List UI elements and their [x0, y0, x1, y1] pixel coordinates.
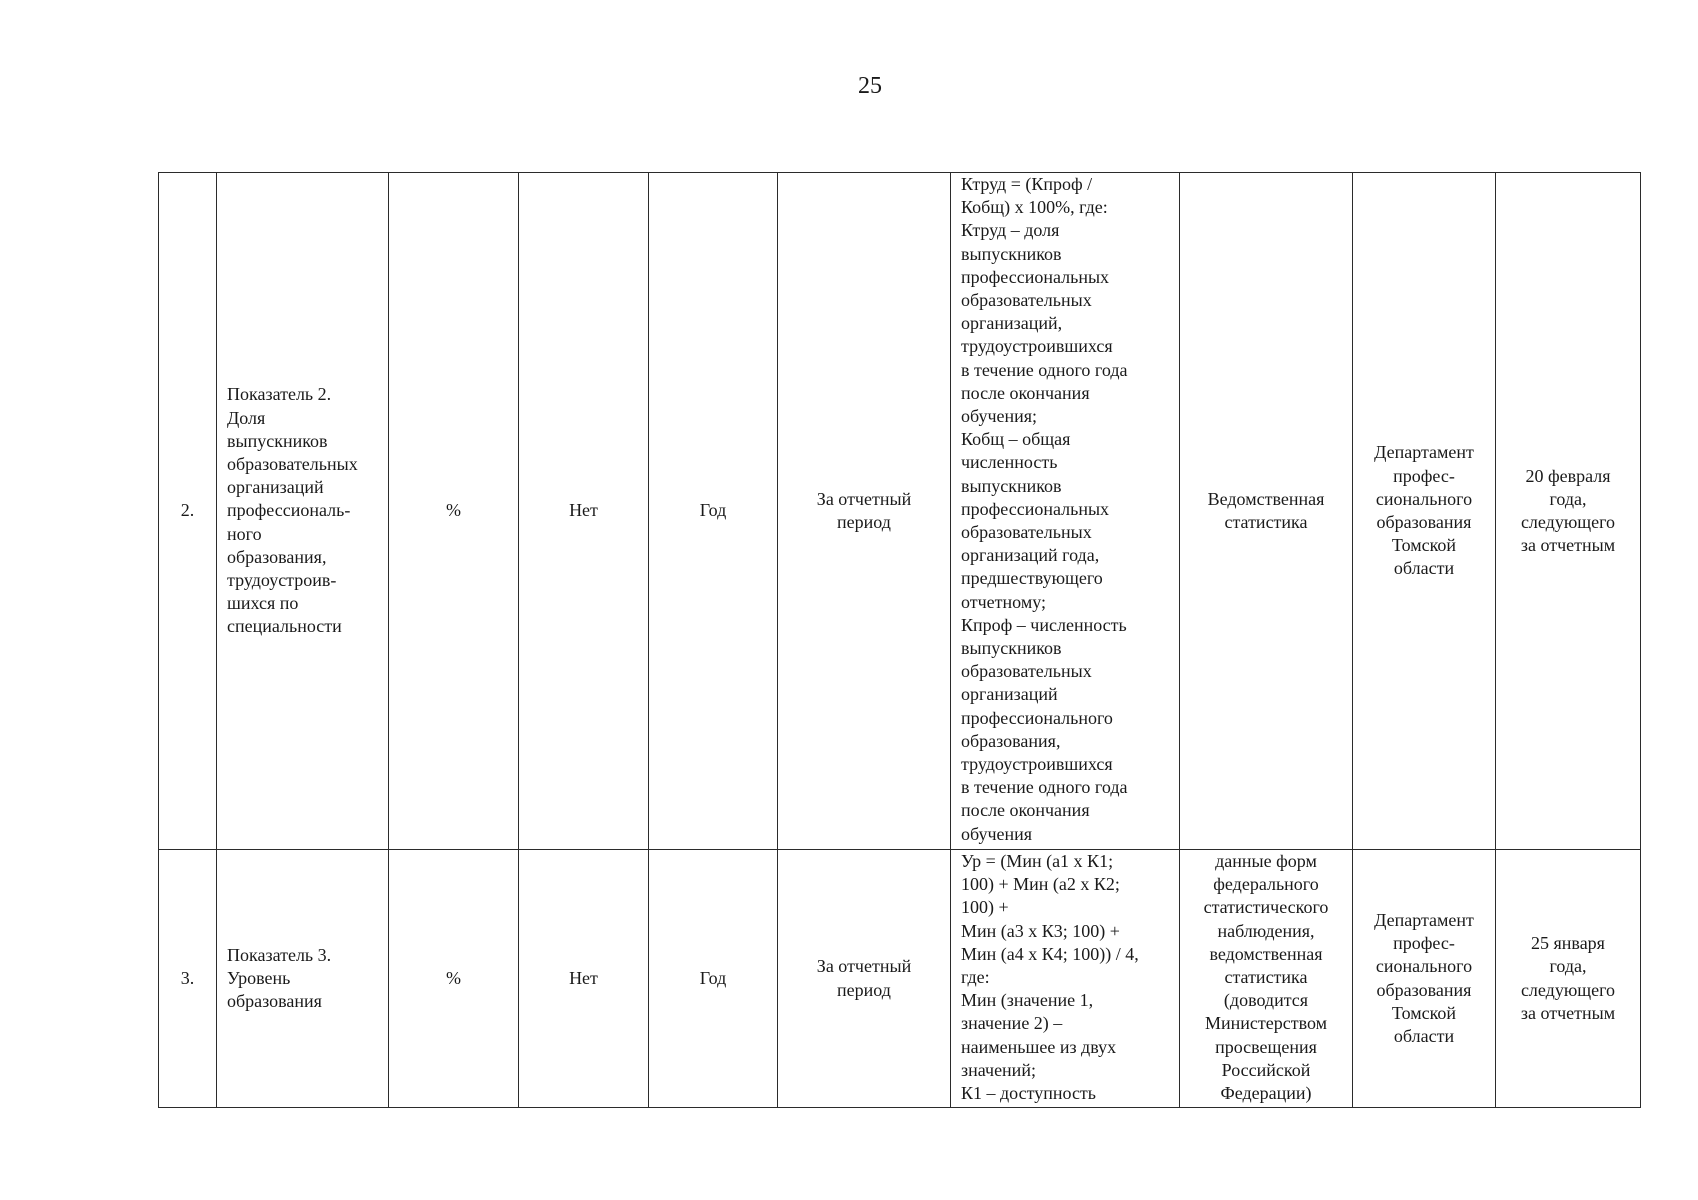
periodicity-cell: Год — [649, 850, 778, 1108]
indicator-name-cell: Показатель 2. Доля выпускников образовательных организаций профессиональ- ного образования, трудоустроив- шихся по специальности — [217, 173, 389, 850]
table-row — [159, 173, 1641, 850]
responsible-cell: Департамент профес- сионального образования Томской области — [1353, 850, 1496, 1108]
indicators-table — [158, 172, 1641, 1108]
data-source-cell: данные форм федерального статистического наблюдения, ведомственная статистика (доводится Министерством просвещения Российской Федерации) — [1180, 850, 1353, 1108]
deadline-cell: 25 января года, следующего за отчетным — [1496, 850, 1641, 1108]
formula-cell: Ктруд = (Кпроф / Кобщ) x 100%, где: Ктруд – доля выпускников профессиональных образовательных организаций, трудоустроившихся в течение одного года после окончания обучения; Кобщ – общая численность выпускников профессиональных образовательных организаций года, предшествующего отчетному; Кпроф – численность выпускников образовательных организаций профессионального образования, трудоустроившихся в течение одного года после окончания обучения — [951, 173, 1180, 850]
period-cell: За отчетный период — [778, 173, 951, 850]
flag-cell: Нет — [519, 173, 649, 850]
row-number-cell: 2. — [159, 173, 217, 850]
data-source-cell: Ведомственная статистика — [1180, 173, 1353, 850]
table-row — [159, 850, 1641, 1108]
unit-cell: % — [389, 850, 519, 1108]
page-number: 25 — [858, 73, 882, 99]
formula-cell: Ур = (Мин (а1 x К1; 100) + Мин (а2 x К2; 100) + Мин (а3 x К3; 100) + Мин (а4 x К4; 100)) / 4, где: Мин (значение 1, значение 2) – наименьшее из двух значений; К1 – доступность — [951, 850, 1180, 1108]
deadline-cell: 20 февраля года, следующего за отчетным — [1496, 173, 1641, 850]
flag-cell: Нет — [519, 850, 649, 1108]
row-number-cell: 3. — [159, 850, 217, 1108]
indicator-name-cell: Показатель 3. Уровень образования — [217, 850, 389, 1108]
responsible-cell: Департамент профес- сионального образования Томской области — [1353, 173, 1496, 850]
unit-cell: % — [389, 173, 519, 850]
period-cell: За отчетный период — [778, 850, 951, 1108]
periodicity-cell: Год — [649, 173, 778, 850]
